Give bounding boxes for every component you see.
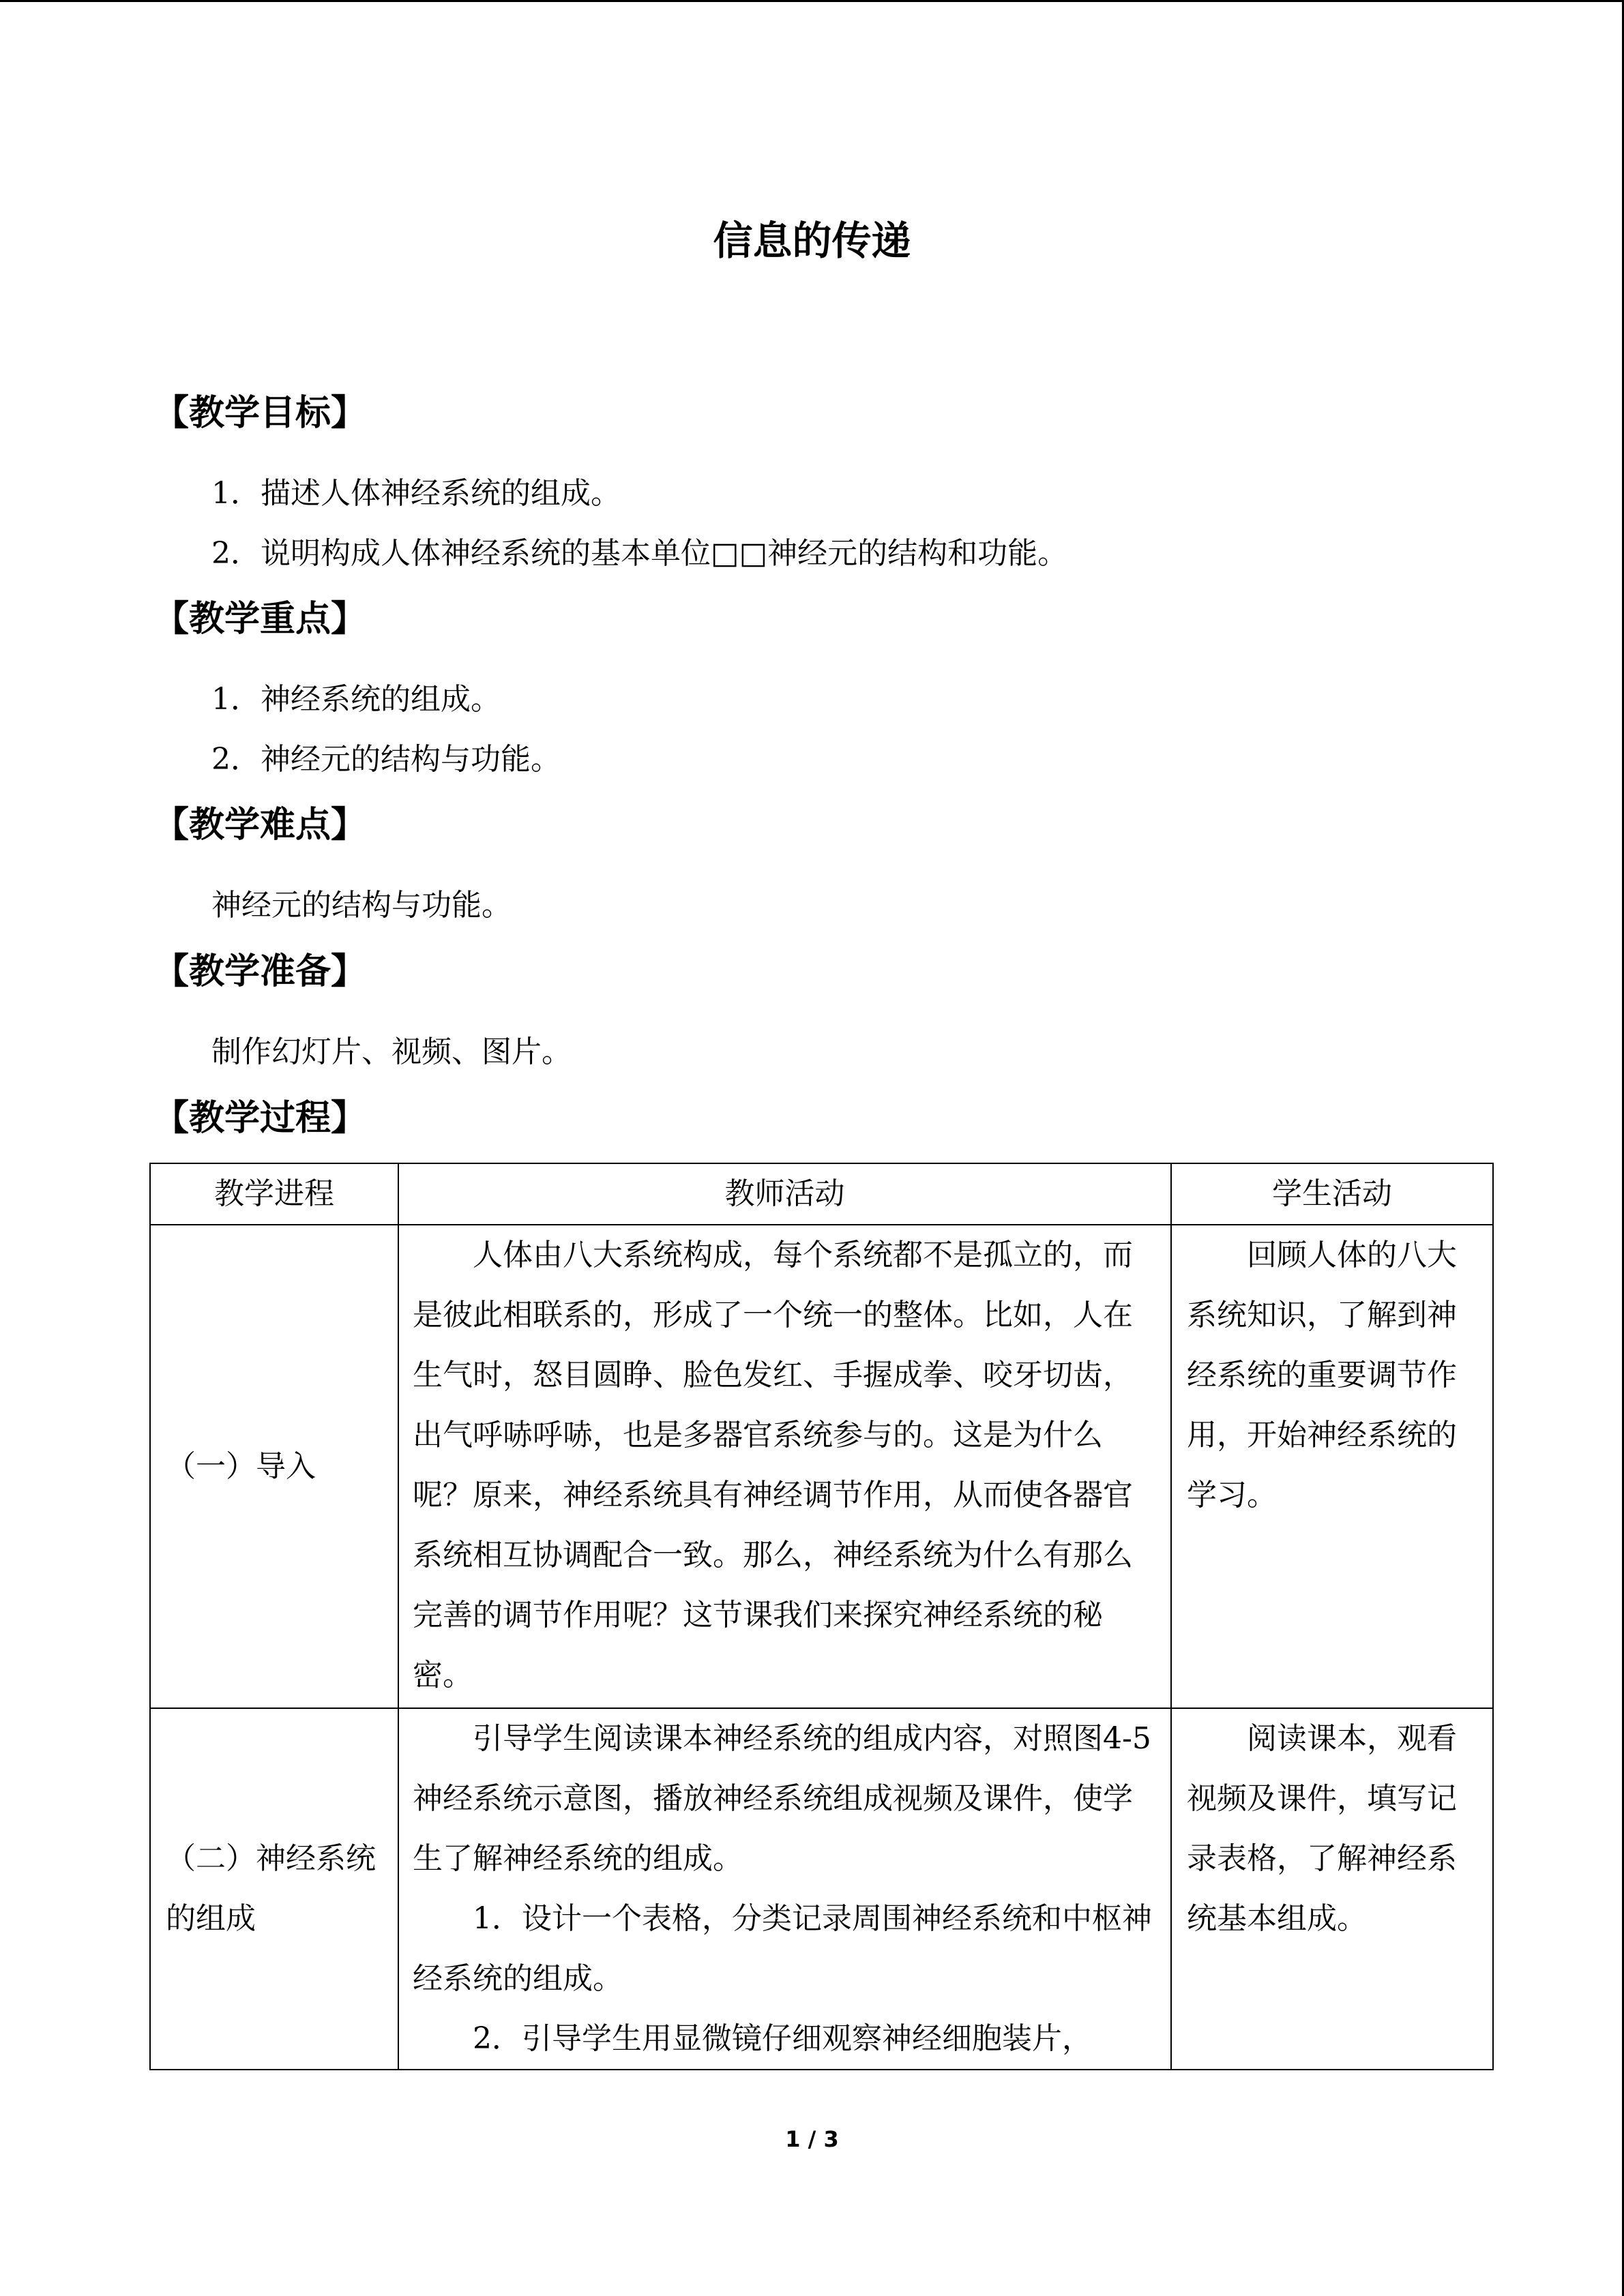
teacher-activity-cell <box>398 1225 1171 1708</box>
table-row <box>150 1708 1493 2070</box>
teaching-process-table <box>149 1163 1494 2070</box>
process-heading: 【教学过程】 <box>153 1098 367 1139</box>
objective-item-2: 2．说明构成人体神经系统的基本单位□□神经元的结构和功能。 <box>211 536 1068 571</box>
top-border <box>0 0 1624 2</box>
student-activity-cell <box>1171 1708 1493 2070</box>
teacher-activity-text: 2．引导学生用显微镜仔细观察神经细胞装片， <box>473 2021 1092 2056</box>
student-activity-cell <box>1171 1225 1493 1708</box>
student-activity-text: 阅读课本，观看视频及课件，填写记录表格，了解神经系统基本组成。 <box>1187 1721 1457 1936</box>
stage-cell: （二）神经系统的组成 <box>150 1708 398 2070</box>
teacher-activity-text: 人体由八大系统构成，每个系统都不是孤立的，而是彼此相联系的，形成了一个统一的整体。比如，人在生气时，怒目圆睁、脸色发红、手握成拳、咬牙切齿，出气呼哧呼哧，也是多器官系统参与的。这是为什么呢？原来，神经系统具有神经调节作用，从而使各器官系统相互协调配合一致。那么，神经系统为什么有那么完善的调节作用呢？这节课我们来探究神经系统的秘密。 <box>413 1238 1133 1693</box>
preparation-heading: 【教学准备】 <box>153 951 367 992</box>
teacher-activity-cell <box>398 1708 1171 2070</box>
difficulties-heading: 【教学难点】 <box>153 805 367 846</box>
table-row <box>150 1225 1493 1708</box>
key-point-item-1: 1．神经系统的组成。 <box>211 682 501 717</box>
stage-cell: （一）导入 <box>150 1225 398 1708</box>
key-points-heading: 【教学重点】 <box>153 599 367 640</box>
header-student-activity: 学生活动 <box>1171 1163 1493 1225</box>
teacher-activity-text: 1．设计一个表格，分类记录周围神经系统和中枢神经系统的组成。 <box>413 1901 1152 1996</box>
key-point-item-2: 2．神经元的结构与功能。 <box>211 742 561 777</box>
difficulties-text: 神经元的结构与功能。 <box>211 888 512 923</box>
header-teacher-activity: 教师活动 <box>398 1163 1171 1225</box>
header-stage: 教学进程 <box>150 1163 398 1225</box>
student-activity-text: 回顾人体的八大系统知识，了解到神经系统的重要调节作用，开始神经系统的学习。 <box>1187 1238 1457 1512</box>
teacher-activity-text: 引导学生阅读课本神经系统的组成内容，对照图4-5神经系统示意图，播放神经系统组成视频及课件，使学生了解神经系统的组成。 <box>413 1721 1151 1876</box>
objectives-heading: 【教学目标】 <box>153 393 367 434</box>
page-title: 信息的传递 <box>713 218 911 264</box>
preparation-text: 制作幻灯片、视频、图片。 <box>211 1034 572 1069</box>
page-number: 1 / 3 <box>785 2126 839 2152</box>
table-header-row <box>150 1163 1493 1225</box>
objective-item-1: 1．描述人体神经系统的组成。 <box>211 476 621 511</box>
